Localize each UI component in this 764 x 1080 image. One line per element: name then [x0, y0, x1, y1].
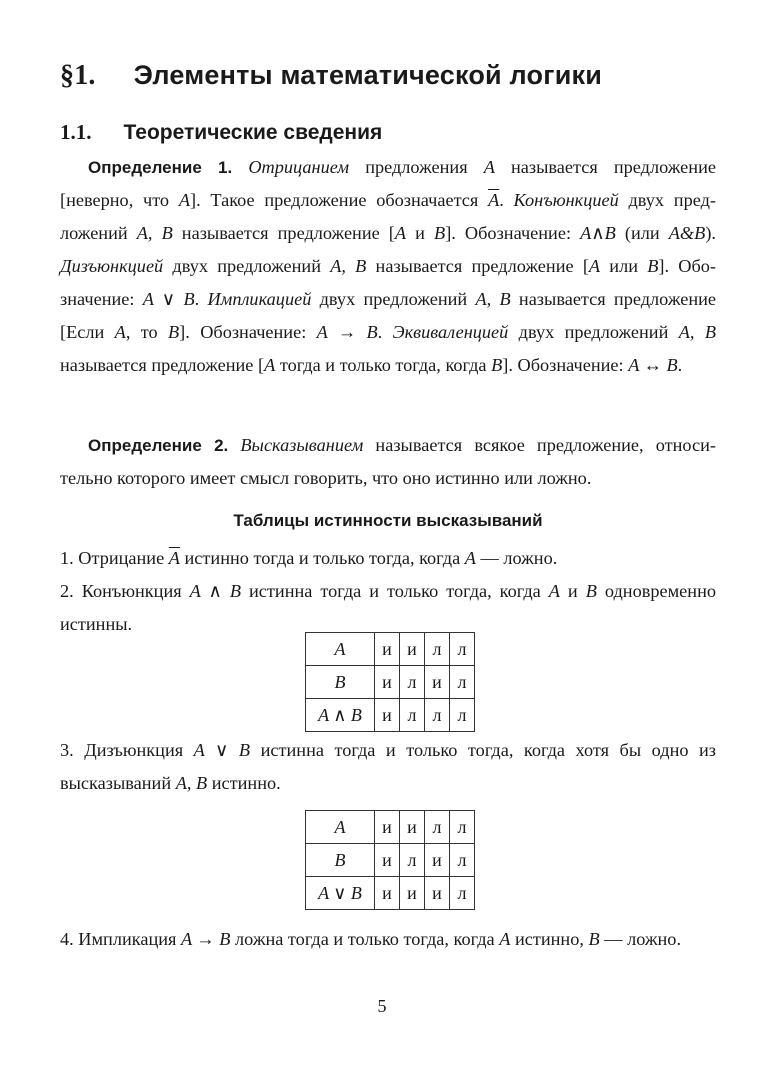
- truth-value-cell: л: [450, 633, 475, 666]
- math-expression: B: [434, 223, 446, 243]
- text-run: двух предложений: [508, 322, 679, 342]
- text-run: истинна тогда и только тогда, когда хотя бы одно из высказываний: [60, 740, 717, 793]
- math-expression: A: [264, 355, 276, 375]
- subsection-title: [60, 120, 382, 145]
- text-run: 1. Отрицание: [60, 548, 169, 568]
- text-run: называется всякое предложение, относительно которого имеет смысл говорить, что оно истинно или ложно.: [60, 435, 716, 488]
- math-expression: A → B: [181, 929, 231, 949]
- truth-value-cell: и: [425, 877, 450, 910]
- section-number: §1.: [60, 60, 96, 91]
- text-run: истинно тогда и только тогда, когда: [179, 548, 465, 568]
- text-run: ).: [705, 223, 716, 243]
- text-run: называется предложение [: [172, 223, 395, 243]
- text-run: двух предложений: [60, 190, 717, 243]
- truth-value-cell: и: [375, 811, 400, 844]
- math-expression: A ∧ B: [189, 581, 242, 601]
- text-run: .: [377, 322, 393, 342]
- truth-value-cell: и: [375, 633, 400, 666]
- text-run: 2. Конъюнкция: [60, 581, 190, 601]
- truth-value-cell: и: [375, 699, 400, 732]
- text-run: предложения: [349, 157, 484, 177]
- text-run: истинно,: [510, 929, 589, 949]
- overlined-math: $\overline{A}$: [488, 190, 500, 210]
- page-number: 5: [377, 996, 387, 1016]
- math-expression: A ↔ B: [628, 355, 678, 375]
- definition-1: [60, 151, 716, 382]
- text-run: истинна тогда и только тогда, когда: [241, 581, 549, 601]
- text-run: одновременно истинны.: [60, 581, 716, 634]
- text-run: ]. Обозначение:: [60, 256, 716, 309]
- text-run: двух предложений: [163, 256, 331, 276]
- math-expression: A, B: [475, 289, 511, 309]
- row-header: A: [306, 811, 375, 844]
- truth-value-cell: и: [425, 666, 450, 699]
- text-run: .: [499, 190, 514, 210]
- math-expression: B: [168, 322, 180, 342]
- section-title: [60, 60, 602, 92]
- math-expression: B: [491, 355, 503, 375]
- truth-value-cell: л: [400, 666, 425, 699]
- truth-value-cell: и: [400, 811, 425, 844]
- math-expression: B: [647, 256, 659, 276]
- math-expression: A ∨ B: [193, 740, 251, 760]
- text-run: ]. Обозначение:: [445, 223, 581, 243]
- text-run: ]. Обозначение:: [502, 355, 629, 375]
- italic-term: Эквиваленцией: [392, 322, 509, 342]
- subsection-title-text: Теоретические сведения: [123, 121, 383, 144]
- text-run: называется предложение [неверно, что: [60, 157, 716, 210]
- math-expression: A: [114, 322, 126, 342]
- section-title-text: Элементы математической логики: [133, 60, 602, 90]
- math-expression: A, B: [136, 223, 173, 243]
- text-run: — ложно.: [599, 929, 682, 949]
- truth-value-cell: л: [450, 811, 475, 844]
- text-run: тогда и только тогда, когда: [275, 355, 492, 375]
- text-run: двух предложений: [311, 289, 476, 309]
- math-expression: A∧B: [580, 223, 616, 243]
- text-run: называется предложение [: [366, 256, 589, 276]
- text-run: 3. Дизъюнкция: [60, 740, 194, 760]
- math-expression: A: [588, 256, 601, 276]
- italic-term: Отрицанием: [248, 157, 350, 177]
- truth-table-disjunction: [305, 810, 475, 910]
- text-run: [232, 157, 248, 177]
- item-implication: [60, 923, 716, 956]
- truth-value-cell: и: [400, 877, 425, 910]
- math-expression: A&B: [668, 223, 706, 243]
- truth-value-cell: и: [425, 844, 450, 877]
- italic-term: Импликацией: [207, 289, 312, 309]
- text-run: , то: [125, 322, 168, 342]
- truth-value-cell: л: [450, 844, 475, 877]
- text-run: ]. Такое предложение обозначается: [189, 190, 489, 210]
- text-run: или: [600, 256, 648, 276]
- truth-tables-heading: Таблицы истинности высказываний: [233, 511, 543, 530]
- italic-term: Конъюнкцией: [513, 190, 619, 210]
- row-header: A ∧ B: [306, 699, 375, 732]
- truth-table-conjunction: [305, 632, 475, 732]
- math-expression: B: [585, 581, 597, 601]
- row-header: A: [306, 633, 375, 666]
- math-expression: A, B: [175, 773, 208, 793]
- text-run: ложна тогда и только тогда, когда: [230, 929, 500, 949]
- text-run: (или: [615, 223, 669, 243]
- text-run: — ложно.: [475, 548, 558, 568]
- row-header: B: [306, 844, 375, 877]
- truth-value-cell: и: [400, 633, 425, 666]
- math-expression: A: [178, 190, 190, 210]
- text-run: и: [559, 581, 586, 601]
- text-run: называется предложение [: [60, 355, 265, 375]
- row-header: B: [306, 666, 375, 699]
- math-expression: A: [464, 548, 476, 568]
- table-row: [306, 633, 475, 666]
- math-expression: A: [548, 581, 560, 601]
- table-row: [306, 877, 475, 910]
- text-run: 4. Импликация: [60, 929, 182, 949]
- row-header: A ∨ B: [306, 877, 375, 910]
- table-row: [306, 811, 475, 844]
- text-run: ]. Обозначение:: [179, 322, 317, 342]
- math-expression: A ∨ B: [142, 289, 195, 309]
- text-run: [228, 435, 240, 455]
- italic-term: Дизъюнкцией: [60, 256, 164, 276]
- math-expression: A, B: [330, 256, 367, 276]
- item-negation: [60, 542, 716, 575]
- definition-2: [60, 429, 716, 495]
- math-expression: B: [588, 929, 600, 949]
- math-expression: A, B: [678, 322, 717, 342]
- truth-value-cell: л: [450, 666, 475, 699]
- truth-value-cell: л: [425, 699, 450, 732]
- truth-value-cell: л: [400, 699, 425, 732]
- truth-value-cell: л: [425, 811, 450, 844]
- truth-value-cell: и: [375, 666, 400, 699]
- table-row: [306, 666, 475, 699]
- truth-value-cell: л: [450, 699, 475, 732]
- text-run: и: [406, 223, 435, 243]
- text-run: .: [677, 355, 683, 375]
- truth-value-cell: л: [400, 844, 425, 877]
- table-row: [306, 699, 475, 732]
- table-row: [306, 844, 475, 877]
- text-run: называется предложение [Если: [60, 289, 717, 342]
- bold-label: Определение 1.: [88, 158, 233, 177]
- item-disjunction: [60, 734, 716, 800]
- overlined-math: $\overline{A}$: [168, 548, 180, 568]
- text-run: истинно.: [207, 773, 281, 793]
- italic-term: Высказыванием: [240, 435, 364, 455]
- truth-value-cell: л: [425, 633, 450, 666]
- text-run: .: [194, 289, 208, 309]
- truth-value-cell: и: [375, 844, 400, 877]
- subsection-number: 1.1.: [60, 120, 92, 144]
- math-expression: A: [394, 223, 407, 243]
- truth-value-cell: и: [375, 877, 400, 910]
- math-expression: A: [483, 157, 495, 177]
- math-expression: A → B: [316, 322, 378, 342]
- math-expression: A: [499, 929, 511, 949]
- bold-label: Определение 2.: [88, 436, 229, 455]
- truth-value-cell: л: [450, 877, 475, 910]
